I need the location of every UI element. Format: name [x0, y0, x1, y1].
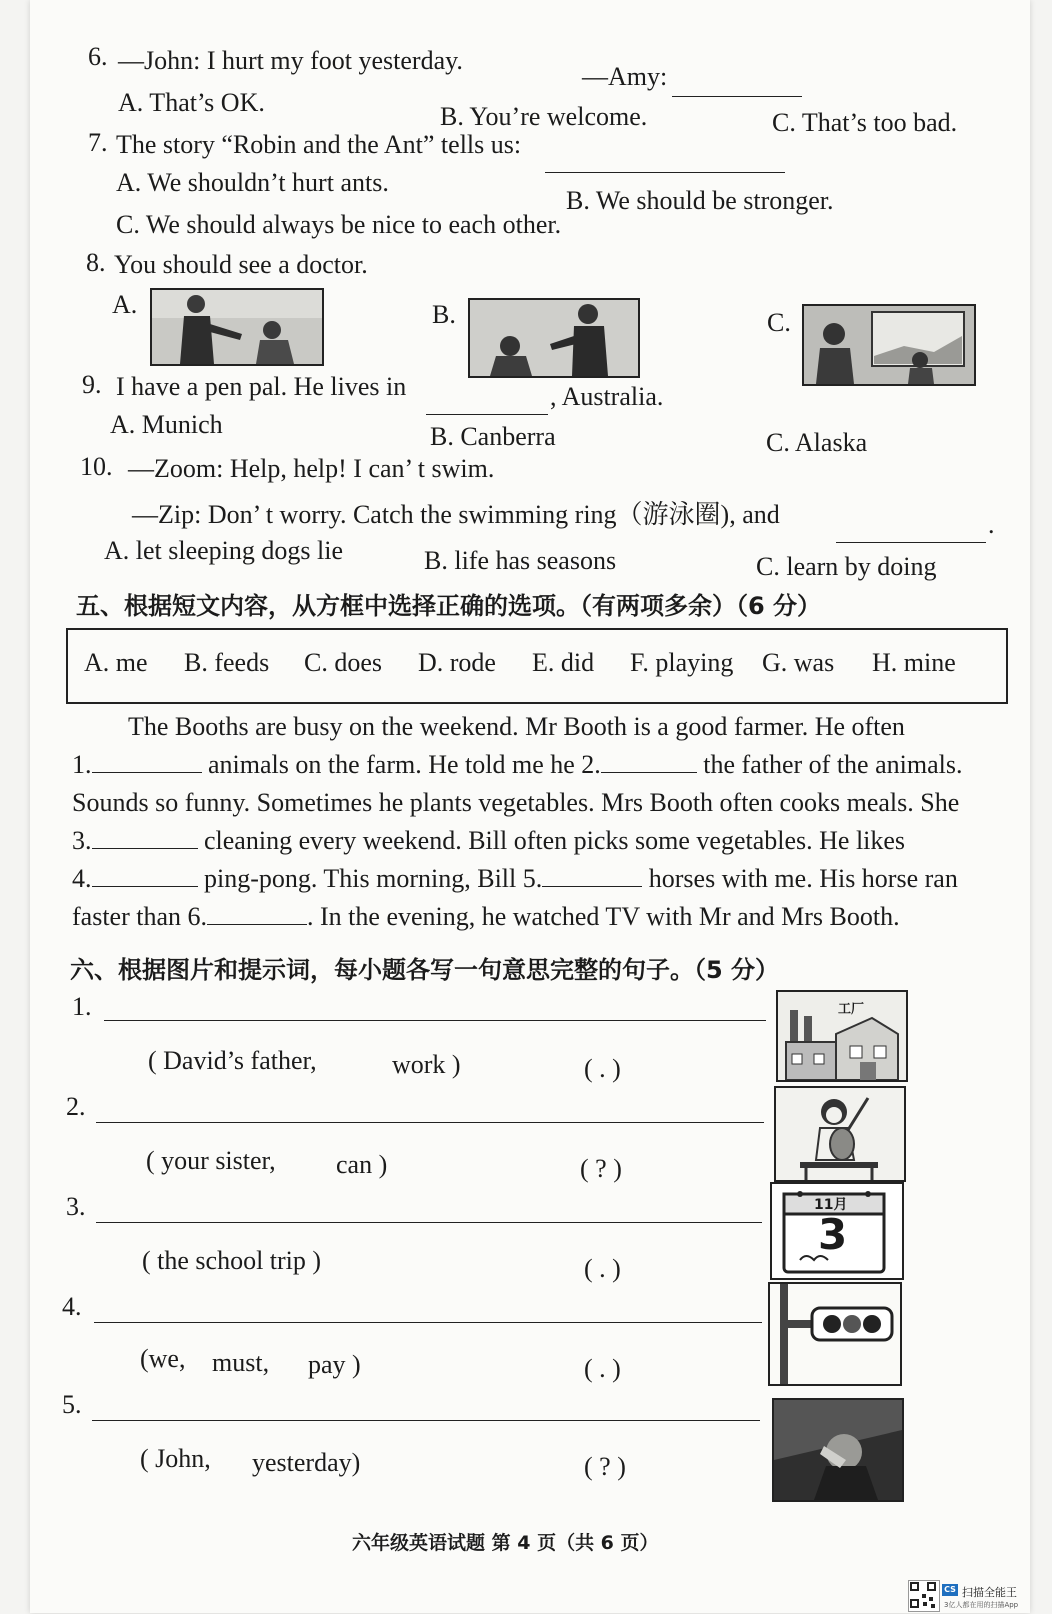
- word-option-a: A. me: [84, 648, 148, 677]
- s6-item4-hint-3: pay ): [308, 1350, 361, 1379]
- passage-blank-2[interactable]: [601, 750, 697, 773]
- s6-item3-punctuation: ( . ): [584, 1254, 621, 1283]
- s6-item2-number: 2.: [66, 1092, 86, 1121]
- passage-line-3: Sounds so funny. Sometimes he plants vegetables. Mrs Booth often cooks meals. She: [72, 788, 960, 817]
- qr-code-icon: [908, 1580, 940, 1612]
- q10-line2: —Zip: Don’ t worry. Catch the swimming ring（游泳圈), and: [132, 500, 780, 529]
- word-option-d: D. rode: [418, 648, 496, 677]
- passage-line-1: The Booths are busy on the weekend. Mr Booth is a good farmer. He often: [128, 712, 905, 741]
- word-option-f: F. playing: [630, 648, 734, 677]
- passage-line-4: [72, 826, 1007, 856]
- passage-blank-3[interactable]: [92, 826, 198, 849]
- q9-option-c: C. Alaska: [766, 428, 868, 457]
- passage-text: ping-pong. This morning, Bill 5.: [204, 864, 543, 893]
- word-option-g: G. was: [762, 648, 835, 677]
- page-footer: 六年级英语试题 第 4 页（共 6 页）: [352, 1532, 659, 1554]
- q10-option-a: A. let sleeping dogs lie: [104, 536, 344, 565]
- q10-number: 10.: [80, 452, 113, 481]
- q6-line2: —Amy:: [582, 62, 668, 91]
- scanner-brand-name: 扫描全能王: [962, 1586, 1017, 1599]
- q10-option-c: C. learn by doing: [756, 552, 937, 581]
- q9-answer-blank[interactable]: [426, 392, 548, 415]
- passage-line-2: [72, 750, 1007, 780]
- q8-number: 8.: [86, 248, 106, 277]
- window-scene-illustration: [804, 306, 974, 384]
- q8-option-a: A.: [112, 290, 138, 319]
- q6-line1: —John: I hurt my foot yesterday.: [118, 46, 463, 75]
- factory-sign-label: 工厂: [838, 1002, 865, 1017]
- passage-blank-1[interactable]: [92, 750, 202, 773]
- calendar-day: 3: [818, 1210, 848, 1259]
- q6-answer-blank[interactable]: [672, 74, 802, 97]
- blank-4-label: 4.: [72, 864, 92, 893]
- q9-number: 9.: [82, 370, 102, 399]
- s6-item1-punctuation: ( . ): [584, 1054, 621, 1083]
- word-option-h: H. mine: [872, 648, 956, 677]
- s6-item3-picture: [770, 1182, 904, 1280]
- s6-item5-punctuation: ( ? ): [584, 1452, 626, 1481]
- q9-question-start: I have a pen pal. He lives in: [116, 372, 407, 401]
- q10-line1: —Zoom: Help, help! I can’ t swim.: [128, 454, 495, 483]
- q6-option-a: A. That’s OK.: [118, 88, 265, 117]
- s6-item3-hint-1: ( the school trip ): [142, 1246, 322, 1275]
- word-option-e: E. did: [532, 648, 595, 677]
- s6-item2-hint-2: can ): [336, 1150, 388, 1179]
- q7-option-a: A. We shouldn’t hurt ants.: [116, 168, 389, 197]
- q10-answer-blank[interactable]: [836, 520, 986, 543]
- word-bank-box: [66, 628, 1008, 704]
- s6-item2-hint-1: ( your sister,: [146, 1146, 276, 1175]
- doctor-patient-illustration: [152, 290, 322, 364]
- section5-title: 五、根据短文内容，从方框中选择正确的选项。（有两项多余）（6 分）: [76, 592, 822, 620]
- q8-option-c: C.: [767, 308, 791, 337]
- s6-item2-picture: [774, 1086, 906, 1182]
- s6-item1-picture: [776, 990, 908, 1082]
- section6-title: 六、根据图片和提示词，每小题各写一句意思完整的句子。（5 分）: [70, 956, 780, 984]
- s6-item4-punctuation: ( . ): [584, 1354, 621, 1383]
- q7-question: The story “Robin and the Ant” tells us:: [116, 130, 522, 159]
- q8-option-b: B.: [432, 300, 456, 329]
- passage-text: cleaning every weekend. Bill often picks some vegetables. He likes: [204, 826, 906, 855]
- s6-item3-number: 3.: [66, 1192, 86, 1221]
- passage-text: horses with me. His horse ran: [648, 864, 958, 893]
- teacher-student-illustration: [470, 300, 638, 376]
- word-option-b: B. feeds: [184, 648, 270, 677]
- s6-item3-answer-line[interactable]: [96, 1222, 762, 1223]
- s6-item1-hint-2: work ): [392, 1050, 461, 1079]
- qr-code-graphic: [909, 1581, 937, 1609]
- q10-option-b: B. life has seasons: [424, 546, 617, 575]
- passage-blank-6[interactable]: [207, 902, 307, 925]
- q8-question: You should see a doctor.: [114, 250, 368, 279]
- s6-item2-punctuation: ( ? ): [580, 1154, 622, 1183]
- q7-option-c: C. We should always be nice to each other.: [116, 210, 562, 239]
- camscanner-logo-icon: CS: [942, 1584, 958, 1596]
- q8-option-a-picture: [150, 288, 324, 366]
- s6-item5-picture: [772, 1398, 904, 1502]
- calendar-month: 11月: [814, 1197, 848, 1213]
- word-option-c: C. does: [304, 648, 382, 677]
- q6-number: 6.: [88, 42, 108, 71]
- boy-coughing-icon: [774, 1400, 902, 1500]
- q8-option-c-picture: [802, 304, 976, 386]
- q6-option-c: C. That’s too bad.: [772, 108, 958, 137]
- passage-line-6: [72, 902, 1007, 932]
- q7-answer-blank[interactable]: [545, 150, 785, 173]
- s6-item1-answer-line[interactable]: [104, 1020, 766, 1021]
- q7-option-b: B. We should be stronger.: [566, 186, 834, 215]
- s6-item4-hint-1: (we,: [140, 1344, 186, 1373]
- q9-question-end: , Australia.: [550, 382, 664, 411]
- q7-number: 7.: [88, 128, 108, 157]
- s6-item1-hint-1: ( David’s father,: [148, 1046, 317, 1075]
- passage-line-5: [72, 864, 1007, 894]
- passage-text: animals on the farm. He told me he 2.: [208, 750, 601, 779]
- s6-item2-answer-line[interactable]: [96, 1122, 764, 1123]
- q9-option-b: B. Canberra: [430, 422, 556, 451]
- q10-end-period: .: [988, 510, 995, 539]
- s6-item1-number: 1.: [72, 992, 92, 1021]
- s6-item5-hint-1: ( John,: [140, 1444, 211, 1473]
- s6-item4-answer-line[interactable]: [94, 1322, 762, 1323]
- blank-3-label: 3.: [72, 826, 92, 855]
- traffic-light-icon: [770, 1284, 900, 1384]
- passage-blank-4[interactable]: [92, 864, 198, 887]
- s6-item5-answer-line[interactable]: [92, 1420, 760, 1421]
- q8-option-b-picture: [468, 298, 640, 378]
- girl-playing-pipa-icon: [776, 1088, 904, 1180]
- s6-item4-picture: [768, 1282, 902, 1386]
- s6-item5-hint-2: yesterday): [252, 1448, 361, 1477]
- q9-option-a: A. Munich: [110, 410, 223, 439]
- passage-blank-5[interactable]: [542, 864, 642, 887]
- s6-item4-hint-2: must,: [212, 1348, 270, 1377]
- scanner-brand-tagline: 3亿人都在用的扫描App: [944, 1601, 1019, 1609]
- s6-item5-number: 5.: [62, 1390, 82, 1419]
- passage-text: the father of the animals.: [703, 750, 963, 779]
- blank-6-label: faster than 6.: [72, 902, 208, 931]
- s6-item4-number: 4.: [62, 1292, 82, 1321]
- passage-text: . In the evening, he watched TV with Mr and Mrs Booth.: [307, 902, 900, 931]
- q6-option-b: B. You’re welcome.: [440, 102, 648, 131]
- blank-1-label: 1.: [72, 750, 92, 779]
